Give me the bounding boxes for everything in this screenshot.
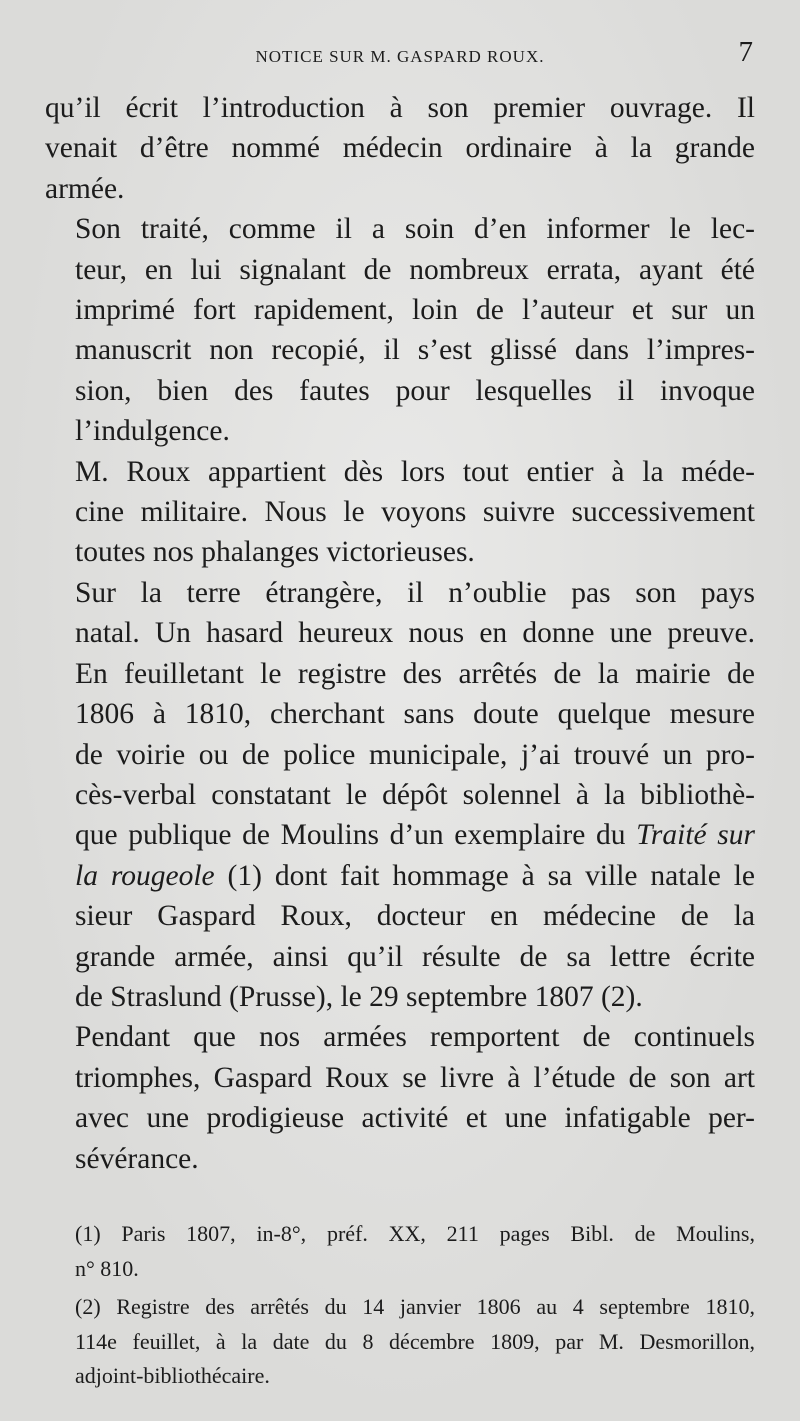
text-line: qu’il écrit l’introduction à son premier ouvrage. Il [45,92,755,124]
footnote [45,1290,755,1394]
text-line: avec une prodigieuse activité et une infatigable per- [75,1102,755,1135]
text-line: M. Roux appartient dès lors tout entier à la méde- [75,455,755,488]
book-title-italic: Traité sur [636,819,756,852]
footnote-line: 114e feuillet, à la date du 8 décembre 1809, par M. Desmorillon, [75,1328,755,1354]
paragraph [45,209,755,451]
paragraph [45,1017,755,1179]
text-line: grande armée, ainsi qu’il résulte de sa lettre écrite [75,940,755,973]
text-line: venait d’être nommé médecin ordinaire à la grande [45,132,755,165]
footnotes [45,1217,755,1398]
footnote-line: (2) Registre des arrêtés du 14 janvier 1806 au 4 septembre 1810, [75,1294,755,1319]
text-line: triomphes, Gaspard Roux se livre à l’étude de son art [75,1061,755,1094]
text-line: de voirie ou de police municipale, j’ai trouvé un pro- [75,738,755,771]
text-line [45,815,755,855]
paragraph [45,573,755,1017]
text-line [45,856,755,896]
text-line: toutes nos phalanges victorieuses. [75,536,475,569]
text-line: Pendant que nos armées remportent de continuels [75,1021,755,1054]
text-line: 1806 à 1810, cherchant sans doute quelque mesure [75,698,755,731]
paragraph [45,452,755,573]
text-line: armée. [45,172,125,205]
body-text [45,88,755,1179]
text-line: l’indulgence. [75,415,230,448]
text-line: natal. Un hasard heureux nous en donne une preuve. [75,617,755,650]
text-line: cine militaire. Nous le voyons suivre successivement [75,496,755,529]
running-header [45,36,755,74]
text-line: sévérance. [75,1142,199,1175]
footnote-line: n° 810. [75,1255,139,1281]
footnote [45,1217,755,1286]
text-line: manuscrit non recopié, il s’est glissé dans l’impres- [75,334,755,367]
text-line: cès-verbal constatant le dépôt solennel à la bibliothè- [75,778,755,811]
text-line: sion, bien des fautes pour lesquelles il invoque [75,374,755,407]
text-line: Son traité, comme il a soin d’en informer le lec- [75,213,755,246]
text-line: En feuilletant le registre des arrêtés de la mairie de [75,657,755,690]
text-line: sieur Gaspard Roux, docteur en médecine de la [75,900,755,933]
footnote-line: adjoint-bibliothécaire. [75,1363,270,1388]
text-line: teur, en lui signalant de nombreux errata, ayant été [75,253,755,286]
running-title: NOTICE SUR M. GASPARD ROUX. [255,47,545,66]
text-line: imprimé fort rapidement, loin de l’auteur et sur un [75,294,755,327]
text-line: de Straslund (Prusse), le 29 septembre 1807 (2). [75,980,643,1013]
page-number: 7 [738,36,753,68]
book-title-italic: la rougeole [75,859,215,892]
text-line: Sur la terre étrangère, il n’oublie pas son pays [75,576,755,609]
footnote-line: (1) Paris 1807, in-8°, préf. XX, 211 pages Bibl. de Moulins, [75,1221,755,1246]
text-segment: que publique de Moulins d’un exemplaire du [75,819,626,852]
text-segment: (1) dont fait hommage à sa ville natale le [227,859,756,892]
paragraph [45,88,755,209]
